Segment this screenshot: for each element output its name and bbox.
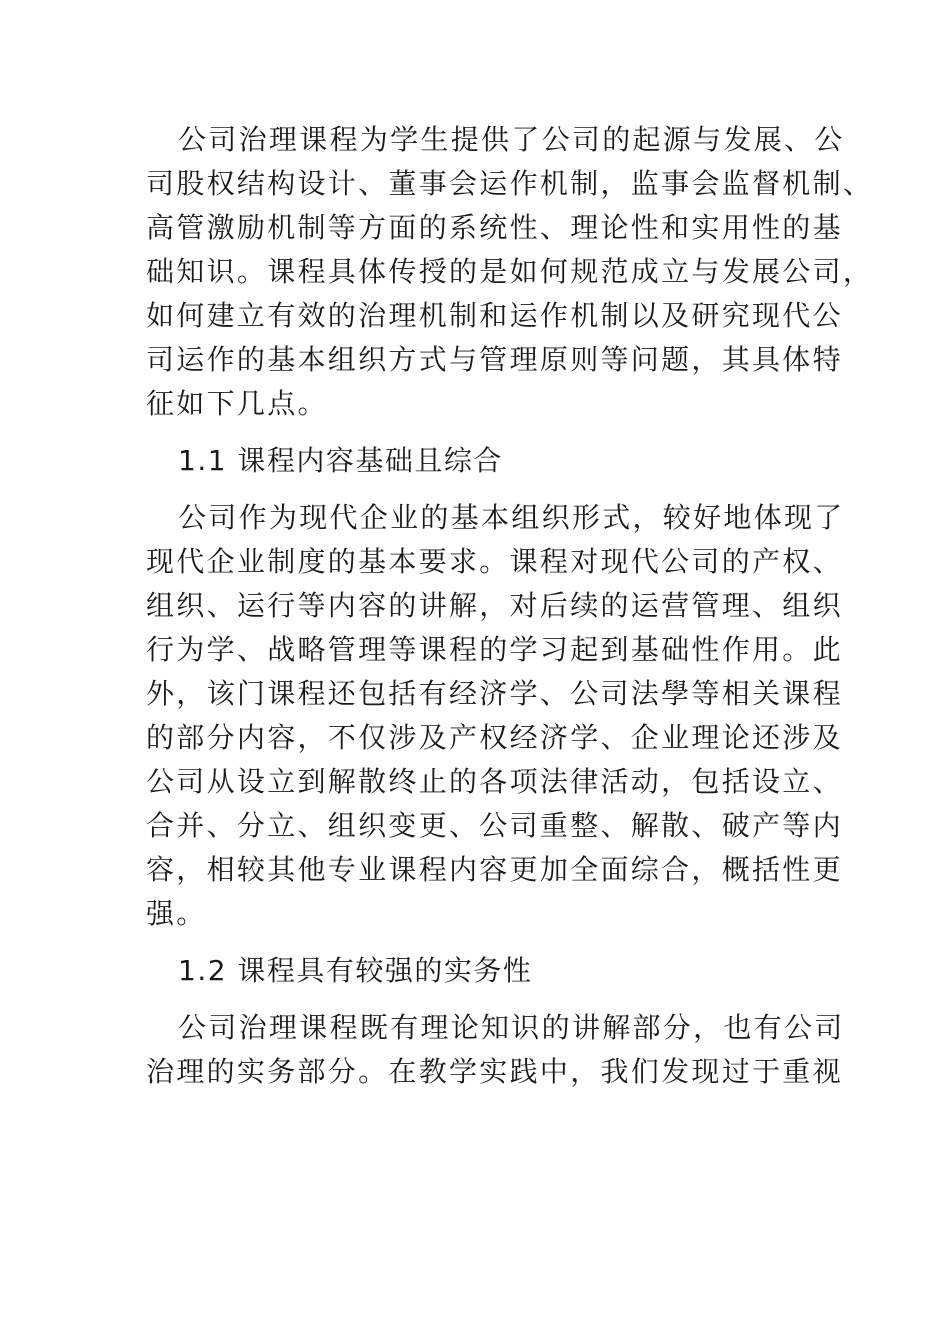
section-heading-1-2: 1.2 课程具有较强的实务性 xyxy=(178,954,533,987)
paragraph-2-line-10: 强。 xyxy=(146,897,207,930)
paragraph-2-line-4: 行为学、战略管理等课程的学习起到基础性作用。此 xyxy=(146,633,843,666)
section-heading-1-1: 1.1 课程内容基础且综合 xyxy=(178,444,503,477)
paragraph-1-line-3: 高管激励机制等方面的系统性、理论性和实用性的基 xyxy=(146,211,843,244)
paragraph-2-line-5: 外，该门课程还包括有经济学、公司法學等相关课程 xyxy=(146,677,843,710)
paragraph-1-line-1: 公司治理课程为学生提供了公司的起源与发展、公 xyxy=(178,123,845,156)
paragraph-1-line-7: 征如下几点。 xyxy=(146,387,328,420)
paragraph-2-line-9: 容，相较其他专业课程内容更加全面综合，概括性更 xyxy=(146,853,843,886)
paragraph-1-line-5: 如何建立有效的治理机制和运作机制以及研究现代公 xyxy=(146,299,843,332)
paragraph-1-line-2: 司股权结构设计、董事会运作机制，监事会监督机制、 xyxy=(146,167,874,200)
paragraph-1-line-6: 司运作的基本组织方式与管理原则等问题，其具体特 xyxy=(146,343,843,376)
paragraph-2-line-3: 组织、运行等内容的讲解，对后续的运营管理、组织 xyxy=(146,589,843,622)
paragraph-2-line-8: 合并、分立、组织变更、公司重整、解散、破产等内 xyxy=(146,809,843,842)
paragraph-3-line-1: 公司治理课程既有理论知识的讲解部分，也有公司 xyxy=(178,1011,845,1044)
paragraph-2-line-2: 现代企业制度的基本要求。课程对现代公司的产权、 xyxy=(146,545,843,578)
paragraph-2-line-6: 的部分内容，不仅涉及产权经济学、企业理论还涉及 xyxy=(146,721,843,754)
paragraph-1-line-4: 础知识。课程具体传授的是如何规范成立与发展公司， xyxy=(146,255,874,288)
paragraph-2-line-7: 公司从设立到解散终止的各项法律活动，包括设立、 xyxy=(146,765,843,798)
paragraph-2-line-1: 公司作为现代企业的基本组织形式，较好地体现了 xyxy=(178,501,845,534)
paragraph-3-line-2: 治理的实务部分。在教学实践中，我们发现过于重视 xyxy=(146,1055,843,1088)
